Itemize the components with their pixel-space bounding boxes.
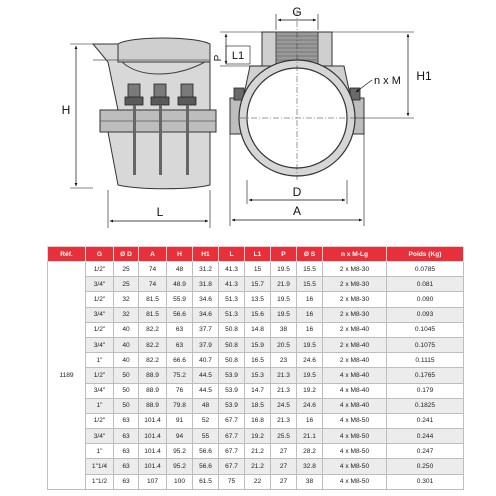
table-cell: 2 x M8-30 xyxy=(323,277,387,292)
table-cell: 4 x M8-40 xyxy=(323,368,387,383)
table-cell: 28.2 xyxy=(297,444,323,459)
table-body xyxy=(48,262,464,490)
table-cell: 50.8 xyxy=(219,337,245,352)
table-cell: 75.2 xyxy=(167,368,193,383)
table-cell: 19.5 xyxy=(297,368,323,383)
table-cell: 0.179 xyxy=(387,383,464,398)
table-cell: 75 xyxy=(219,474,245,489)
table-cell: 67.7 xyxy=(219,459,245,474)
ref-cell: 1189 xyxy=(48,262,86,490)
table-cell: 3/4" xyxy=(86,429,114,444)
table-cell: 38 xyxy=(297,474,323,489)
dim-d-label: D xyxy=(292,185,302,199)
table-cell: 63 xyxy=(167,337,193,352)
table-cell: 19.5 xyxy=(271,307,297,322)
table-row xyxy=(48,307,464,322)
table-cell: 19.5 xyxy=(271,292,297,307)
table-cell: 4 x M8-50 xyxy=(323,474,387,489)
table-cell: 2 x M8-30 xyxy=(323,307,387,322)
table-cell: 81.5 xyxy=(139,307,167,322)
table-cell: 15.5 xyxy=(297,262,323,277)
table-cell: 107 xyxy=(139,474,167,489)
table-cell: 21.3 xyxy=(271,383,297,398)
table-cell: 0.244 xyxy=(387,429,464,444)
table-cell: 0.093 xyxy=(387,307,464,322)
table-cell: 40 xyxy=(114,353,139,368)
table-cell: 16 xyxy=(297,413,323,428)
table-cell: 4 x M8-40 xyxy=(323,398,387,413)
table-cell: 34.6 xyxy=(193,292,219,307)
header-l1: L1 xyxy=(245,247,271,262)
table-cell: 15.9 xyxy=(245,337,271,352)
table-cell: 2 x M8-40 xyxy=(323,337,387,352)
side-outlet xyxy=(118,38,210,62)
table-cell: 53.9 xyxy=(219,368,245,383)
table-cell: 19.2 xyxy=(245,429,271,444)
table-cell: 82.2 xyxy=(139,353,167,368)
table-cell: 74 xyxy=(139,277,167,292)
header-g: G xyxy=(86,247,114,262)
header-ref: Réf. xyxy=(48,247,86,262)
table-row xyxy=(48,337,464,352)
table-cell: 82.2 xyxy=(139,322,167,337)
table-cell: 21.9 xyxy=(271,277,297,292)
table-cell: 16.5 xyxy=(245,353,271,368)
header-h1: H1 xyxy=(193,247,219,262)
table-cell: 24.5 xyxy=(271,398,297,413)
table-cell: 32 xyxy=(114,292,139,307)
table-cell: 1/2" xyxy=(86,368,114,383)
header-nxm: n x M-Lg xyxy=(323,247,387,262)
table-row xyxy=(48,459,464,474)
header-a: A xyxy=(139,247,167,262)
table-cell: 27 xyxy=(271,444,297,459)
table-cell: 15.7 xyxy=(245,277,271,292)
table-cell: 20.5 xyxy=(271,337,297,352)
table-row xyxy=(48,474,464,489)
table-cell: 21.2 xyxy=(245,459,271,474)
table-cell: 37.7 xyxy=(193,322,219,337)
table-cell: 95.2 xyxy=(167,444,193,459)
table-cell: 40 xyxy=(114,337,139,352)
table-cell: 1" xyxy=(86,353,114,368)
header-p: P xyxy=(271,247,297,262)
table-cell: 48 xyxy=(167,262,193,277)
table-cell: 41.3 xyxy=(219,262,245,277)
table-cell: 101.4 xyxy=(139,459,167,474)
table-cell: 1" xyxy=(86,444,114,459)
table-cell: 31.8 xyxy=(193,277,219,292)
table-cell: 88.9 xyxy=(139,368,167,383)
table-cell: 101.4 xyxy=(139,444,167,459)
table-cell: 56.6 xyxy=(193,459,219,474)
table-cell: 50.8 xyxy=(219,322,245,337)
table-cell: 66.6 xyxy=(167,353,193,368)
table-row xyxy=(48,398,464,413)
spec-table xyxy=(47,246,464,490)
table-cell: 16 xyxy=(297,292,323,307)
header-h: H xyxy=(167,247,193,262)
table-cell: 1" xyxy=(86,398,114,413)
table-cell: 1/2" xyxy=(86,262,114,277)
table-cell: 3/4" xyxy=(86,337,114,352)
table-cell: 16.8 xyxy=(245,413,271,428)
table-cell: 50 xyxy=(114,368,139,383)
dim-p-label: P xyxy=(213,54,224,62)
table-row xyxy=(48,413,464,428)
table-cell: 48.9 xyxy=(167,277,193,292)
table-cell: 100 xyxy=(167,474,193,489)
table-header-row xyxy=(48,247,464,262)
table-cell: 15.3 xyxy=(245,368,271,383)
table-cell: 94 xyxy=(167,429,193,444)
table-cell: 25 xyxy=(114,277,139,292)
table-cell: 40 xyxy=(114,322,139,337)
table-cell: 48 xyxy=(193,398,219,413)
table-cell: 13.5 xyxy=(245,292,271,307)
table-cell: 2 x M8-30 xyxy=(323,292,387,307)
table-cell: 0.1045 xyxy=(387,322,464,337)
table-cell: 16 xyxy=(297,307,323,322)
table-cell: 50 xyxy=(114,398,139,413)
table-cell: 4 x M8-50 xyxy=(323,444,387,459)
header-s: Ø S xyxy=(297,247,323,262)
table-cell: 19.5 xyxy=(297,337,323,352)
table-cell: 2 x M8-30 xyxy=(323,262,387,277)
table-cell: 0.0785 xyxy=(387,262,464,277)
table-cell: 44.5 xyxy=(193,383,219,398)
table-cell: 0.247 xyxy=(387,444,464,459)
table-cell: 4 x M8-50 xyxy=(323,429,387,444)
table-cell: 44.5 xyxy=(193,368,219,383)
table-row xyxy=(48,262,464,277)
table-cell: 63 xyxy=(114,459,139,474)
table-cell: 0.301 xyxy=(387,474,464,489)
table-cell: 50.8 xyxy=(219,353,245,368)
table-row xyxy=(48,353,464,368)
table-cell: 14.8 xyxy=(245,322,271,337)
table-cell: 31.2 xyxy=(193,262,219,277)
dim-h1-label: H1 xyxy=(416,69,432,83)
table-cell: 4 x M8-40 xyxy=(323,383,387,398)
table-row xyxy=(48,277,464,292)
table-cell: 95.2 xyxy=(167,459,193,474)
table-cell: 63 xyxy=(167,322,193,337)
table-cell: 63 xyxy=(114,474,139,489)
table-cell: 88.9 xyxy=(139,398,167,413)
table-cell: 1/2" xyxy=(86,322,114,337)
table-cell: 27 xyxy=(271,474,297,489)
table-cell: 2 x M8-40 xyxy=(323,353,387,368)
table-row xyxy=(48,444,464,459)
table-row xyxy=(48,429,464,444)
table-row xyxy=(48,383,464,398)
table-cell: 53.9 xyxy=(219,398,245,413)
table-cell: 23 xyxy=(271,353,297,368)
dim-h-label: H xyxy=(61,103,71,117)
table-cell: 34.6 xyxy=(193,307,219,322)
table-cell: 82.2 xyxy=(139,337,167,352)
table-cell: 18.5 xyxy=(245,398,271,413)
table-cell: 51.3 xyxy=(219,292,245,307)
table-cell: 22 xyxy=(245,474,271,489)
table-cell: 55.9 xyxy=(167,292,193,307)
table-cell: 0.1765 xyxy=(387,368,464,383)
table-cell: 50 xyxy=(114,383,139,398)
dim-a-label: A xyxy=(292,204,302,218)
table-cell: 21.2 xyxy=(245,444,271,459)
dim-l1-label: L1 xyxy=(231,50,245,62)
table-cell: 61.5 xyxy=(193,474,219,489)
table-cell: 0.081 xyxy=(387,277,464,292)
table-cell: 21.1 xyxy=(297,429,323,444)
table-cell: 0.1825 xyxy=(387,398,464,413)
table-cell: 53.9 xyxy=(219,383,245,398)
table-cell: 56.6 xyxy=(193,444,219,459)
table-cell: 1/2" xyxy=(86,292,114,307)
table-cell: 81.5 xyxy=(139,292,167,307)
dim-l-label: L xyxy=(156,205,164,219)
table-cell: 21.3 xyxy=(271,368,297,383)
table-cell: 24.6 xyxy=(297,398,323,413)
table-cell: 1"1/2 xyxy=(86,474,114,489)
table-cell: 67.7 xyxy=(219,429,245,444)
table-cell: 1/2" xyxy=(86,413,114,428)
table-cell: 4 x M8-50 xyxy=(323,413,387,428)
table-cell: 0.241 xyxy=(387,413,464,428)
table-cell: 55 xyxy=(193,429,219,444)
table-cell: 51.3 xyxy=(219,307,245,322)
table-row xyxy=(48,322,464,337)
table-cell: 25 xyxy=(114,262,139,277)
table-cell: 0.250 xyxy=(387,459,464,474)
table-cell: 15.6 xyxy=(245,307,271,322)
table-cell: 63 xyxy=(114,444,139,459)
table-cell: 19.5 xyxy=(271,262,297,277)
table-cell: 14.7 xyxy=(245,383,271,398)
table-cell: 3/4" xyxy=(86,277,114,292)
table-cell: 21.3 xyxy=(271,413,297,428)
header-l: L xyxy=(219,247,245,262)
table-cell: 3/4" xyxy=(86,307,114,322)
table-cell: 88.9 xyxy=(139,383,167,398)
side-view xyxy=(62,38,216,228)
table-cell: 24.6 xyxy=(297,353,323,368)
table-cell: 40.7 xyxy=(193,353,219,368)
table-cell: 101.4 xyxy=(139,429,167,444)
table-cell: 16 xyxy=(297,322,323,337)
table-cell: 0.1075 xyxy=(387,337,464,352)
table-row xyxy=(48,292,464,307)
table-cell: 2 x M8-40 xyxy=(323,322,387,337)
table-cell: 91 xyxy=(167,413,193,428)
table-cell: 32.8 xyxy=(297,459,323,474)
table-cell: 37.9 xyxy=(193,337,219,352)
table-row xyxy=(48,368,464,383)
table-cell: 3/4" xyxy=(86,383,114,398)
table-cell: 67.7 xyxy=(219,413,245,428)
technical-drawing xyxy=(0,0,496,240)
table-cell: 74 xyxy=(139,262,167,277)
table-cell: 63 xyxy=(114,413,139,428)
table-cell: 15.5 xyxy=(297,277,323,292)
table-cell: 4 x M8-50 xyxy=(323,459,387,474)
table-cell: 67.7 xyxy=(219,444,245,459)
table-cell: 79.8 xyxy=(167,398,193,413)
table-cell: 76 xyxy=(167,383,193,398)
dim-nxm-label: n x M xyxy=(374,75,401,87)
header-d: Ø D xyxy=(114,247,139,262)
table-cell: 32 xyxy=(114,307,139,322)
table-cell: 0.090 xyxy=(387,292,464,307)
table-cell: 15 xyxy=(245,262,271,277)
table-cell: 19.2 xyxy=(297,383,323,398)
table-cell: 1"1/4 xyxy=(86,459,114,474)
table-cell: 38 xyxy=(271,322,297,337)
front-view xyxy=(213,5,432,226)
table-cell: 25.5 xyxy=(271,429,297,444)
table-cell: 0.1115 xyxy=(387,353,464,368)
table-cell: 101.4 xyxy=(139,413,167,428)
table-cell: 63 xyxy=(114,429,139,444)
table-cell: 27 xyxy=(271,459,297,474)
dim-g-label: G xyxy=(292,5,302,19)
header-weight: Poids (Kg) xyxy=(387,247,464,262)
table-cell: 41.3 xyxy=(219,277,245,292)
table-cell: 56.6 xyxy=(167,307,193,322)
table-cell: 52 xyxy=(193,413,219,428)
